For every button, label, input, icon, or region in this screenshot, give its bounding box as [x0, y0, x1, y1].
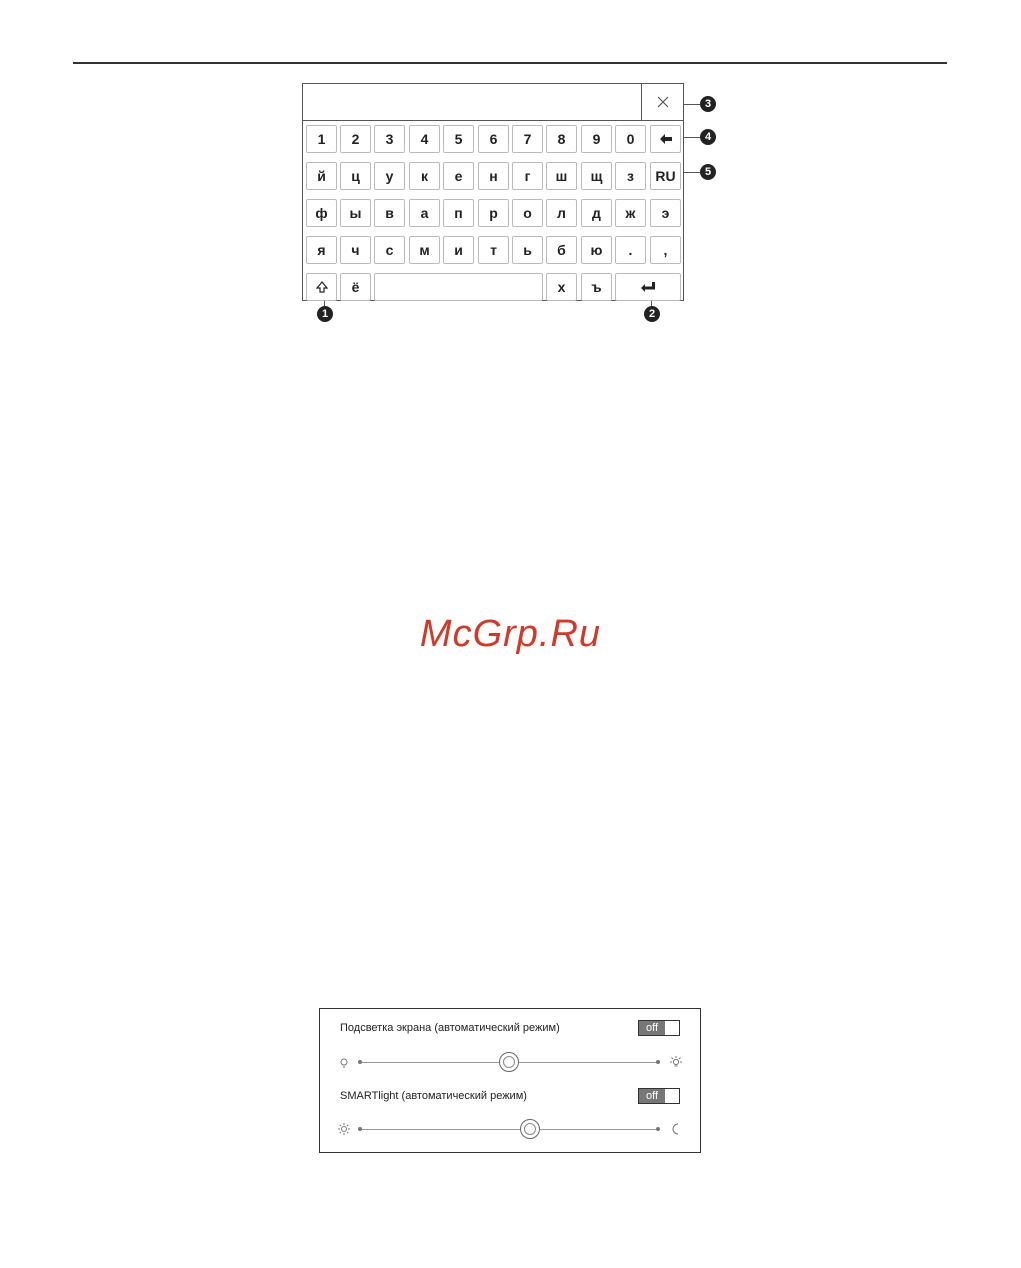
- key-0[interactable]: 0: [615, 125, 646, 153]
- key-7[interactable]: 7: [512, 125, 543, 153]
- key-y-short[interactable]: й: [306, 162, 337, 190]
- enter-key[interactable]: [615, 273, 681, 301]
- key-ts[interactable]: ц: [340, 162, 371, 190]
- smartlight-slider-min: [358, 1127, 362, 1131]
- key-i[interactable]: и: [443, 236, 474, 264]
- key-p[interactable]: п: [443, 199, 474, 227]
- key-zh[interactable]: ж: [615, 199, 646, 227]
- space-key[interactable]: [374, 273, 543, 301]
- key-n[interactable]: н: [478, 162, 509, 190]
- language-key[interactable]: RU: [650, 162, 681, 190]
- key-l[interactable]: л: [546, 199, 577, 227]
- key-3[interactable]: 3: [374, 125, 405, 153]
- smartlight-toggle-state: off: [639, 1089, 665, 1103]
- key-hard-sign[interactable]: ъ: [581, 273, 612, 301]
- key-f[interactable]: ф: [306, 199, 337, 227]
- text-input-field[interactable]: [303, 84, 642, 121]
- key-eh[interactable]: э: [650, 199, 681, 227]
- callout-5: 5: [700, 164, 716, 180]
- bulb-dim-icon: [338, 1057, 350, 1069]
- smartlight-label: SMARTlight (автоматический режим): [340, 1090, 527, 1102]
- callout-line-3: [684, 104, 700, 105]
- key-e[interactable]: е: [443, 162, 474, 190]
- key-k[interactable]: к: [409, 162, 440, 190]
- shift-icon: [316, 281, 328, 293]
- key-ch[interactable]: ч: [340, 236, 371, 264]
- key-5[interactable]: 5: [443, 125, 474, 153]
- key-d[interactable]: д: [581, 199, 612, 227]
- key-6[interactable]: 6: [478, 125, 509, 153]
- backlight-toggle-state: off: [639, 1021, 665, 1035]
- key-comma[interactable]: ,: [650, 236, 681, 264]
- key-u[interactable]: у: [374, 162, 405, 190]
- key-kh[interactable]: х: [546, 273, 577, 301]
- clear-button[interactable]: [642, 84, 683, 121]
- callout-2: 2: [644, 306, 660, 322]
- key-8[interactable]: 8: [546, 125, 577, 153]
- key-sh[interactable]: ш: [546, 162, 577, 190]
- key-1[interactable]: 1: [306, 125, 337, 153]
- callout-line-4: [684, 137, 700, 138]
- close-icon: [657, 96, 669, 108]
- key-yu[interactable]: ю: [581, 236, 612, 264]
- virtual-keyboard: [302, 83, 684, 301]
- key-ya[interactable]: я: [306, 236, 337, 264]
- callout-line-5: [684, 172, 700, 173]
- key-r[interactable]: р: [478, 199, 509, 227]
- watermark: McGrp.Ru: [419, 613, 602, 655]
- front-light-panel: [319, 1008, 701, 1153]
- key-soft-sign[interactable]: ь: [512, 236, 543, 264]
- key-4[interactable]: 4: [409, 125, 440, 153]
- smartlight-toggle[interactable]: [638, 1088, 680, 1104]
- callout-4: 4: [700, 129, 716, 145]
- backlight-label: Подсветка экрана (автоматический режим): [340, 1022, 560, 1034]
- key-m[interactable]: м: [409, 236, 440, 264]
- backlight-slider-max: [656, 1060, 660, 1064]
- backlight-toggle[interactable]: [638, 1020, 680, 1036]
- key-shch[interactable]: щ: [581, 162, 612, 190]
- callout-3: 3: [700, 96, 716, 112]
- key-o[interactable]: о: [512, 199, 543, 227]
- key-s[interactable]: с: [374, 236, 405, 264]
- key-g[interactable]: г: [512, 162, 543, 190]
- backspace-icon: [660, 134, 672, 144]
- backlight-slider-thumb[interactable]: [499, 1052, 519, 1072]
- key-t[interactable]: т: [478, 236, 509, 264]
- key-b[interactable]: б: [546, 236, 577, 264]
- enter-icon: [641, 282, 655, 292]
- backlight-slider-min: [358, 1060, 362, 1064]
- backspace-key[interactable]: [650, 125, 681, 153]
- smartlight-slider-track[interactable]: [360, 1129, 658, 1130]
- key-v[interactable]: в: [374, 199, 405, 227]
- key-yo[interactable]: ё: [340, 273, 371, 301]
- sun-icon: [338, 1123, 350, 1135]
- key-z[interactable]: з: [615, 162, 646, 190]
- key-9[interactable]: 9: [581, 125, 612, 153]
- key-2[interactable]: 2: [340, 125, 371, 153]
- shift-key[interactable]: [306, 273, 337, 301]
- smartlight-slider-max: [656, 1127, 660, 1131]
- key-period[interactable]: .: [615, 236, 646, 264]
- moon-icon: [670, 1123, 682, 1135]
- top-rule: [73, 62, 947, 64]
- key-a[interactable]: а: [409, 199, 440, 227]
- key-y-hard[interactable]: ы: [340, 199, 371, 227]
- callout-1: 1: [317, 306, 333, 322]
- smartlight-slider-thumb[interactable]: [520, 1119, 540, 1139]
- bulb-bright-icon: [670, 1056, 682, 1068]
